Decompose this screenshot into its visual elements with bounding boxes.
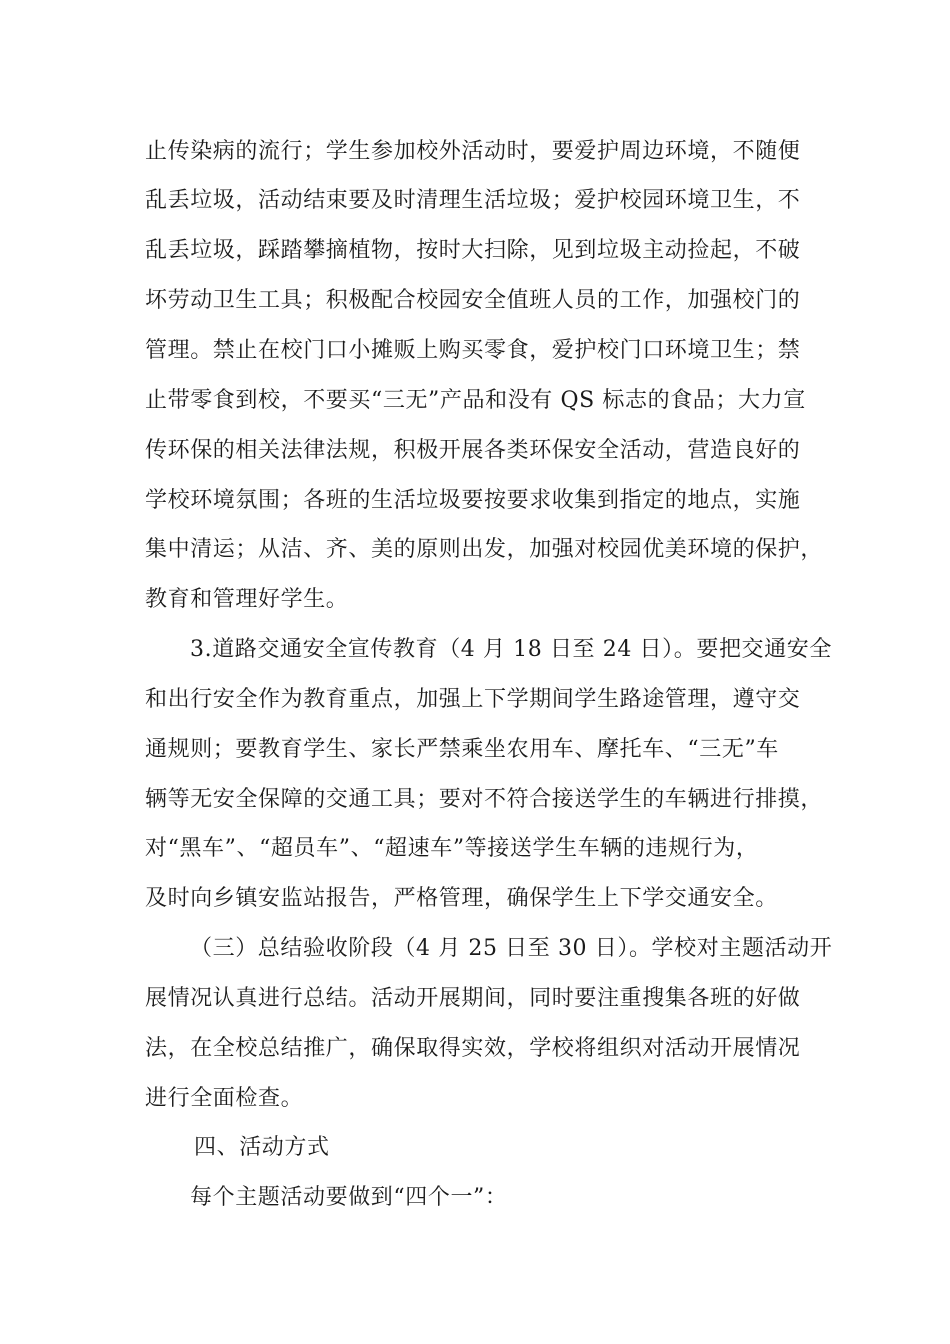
text-line: 和出行安全作为教育重点，加强上下学期间学生路途管理，遵守交: [145, 687, 801, 712]
text-line: 止传染病的流行；学生参加校外活动时，要爱护周边环境，不随便: [145, 139, 801, 164]
text-line: 通规则；要教育学生、家长严禁乘坐农用车、摩托车、“三无”车: [145, 737, 779, 762]
text-line: 辆等无安全保障的交通工具；要对不符合接送学生的车辆进行排摸，: [145, 787, 824, 812]
text-line: 乱丢垃圾，踩踏攀摘植物，按时大扫除，见到垃圾主动捡起，不破: [145, 238, 801, 263]
text-line: 学校环境氛围；各班的生活垃圾要按要求收集到指定的地点，实施: [145, 488, 801, 513]
text-line: 教育和管理好学生。: [145, 587, 349, 612]
text-line: 进行全面检查。: [145, 1086, 304, 1111]
text-line: 每个主题活动要做到“四个一”：: [190, 1185, 508, 1210]
text-line: 止带零食到校，不要买“三无”产品和没有 QS 标志的食品；大力宣: [145, 388, 806, 413]
text-line: 管理。禁止在校门口小摊贩上购买零食，爱护校门口环境卫生；禁: [145, 338, 801, 363]
section-3-heading-line: 3.道路交通安全宣传教育（4 月 18 日至 24 日）。要把交通安全: [190, 637, 832, 662]
section-heading: 四、活动方式: [194, 1135, 330, 1160]
text-line: 坏劳动卫生工具；积极配合校园安全值班人员的工作，加强校门的: [145, 288, 801, 313]
text-line: 集中清运；从洁、齐、美的原则出发，加强对校园优美环境的保护，: [145, 537, 824, 562]
text-line: 乱丢垃圾，活动结束要及时清理生活垃圾；爱护校园环境卫生，不: [145, 188, 801, 213]
text-line: 法，在全校总结推广，确保取得实效，学校将组织对活动开展情况: [145, 1036, 801, 1061]
text-line: 对“黑车”、“超员车”、“超速车”等接送学生车辆的违规行为，: [145, 836, 759, 861]
text-line: 传环保的相关法律法规，积极开展各类环保安全活动，营造良好的: [145, 438, 801, 463]
text-line: 展情况认真进行总结。活动开展期间，同时要注重搜集各班的好做: [145, 986, 801, 1011]
text-line: 及时向乡镇安监站报告，严格管理，确保学生上下学交通安全。: [145, 886, 778, 911]
stage-3-heading-line: （三）总结验收阶段（4 月 25 日至 30 日）。学校对主题活动开: [190, 936, 833, 961]
